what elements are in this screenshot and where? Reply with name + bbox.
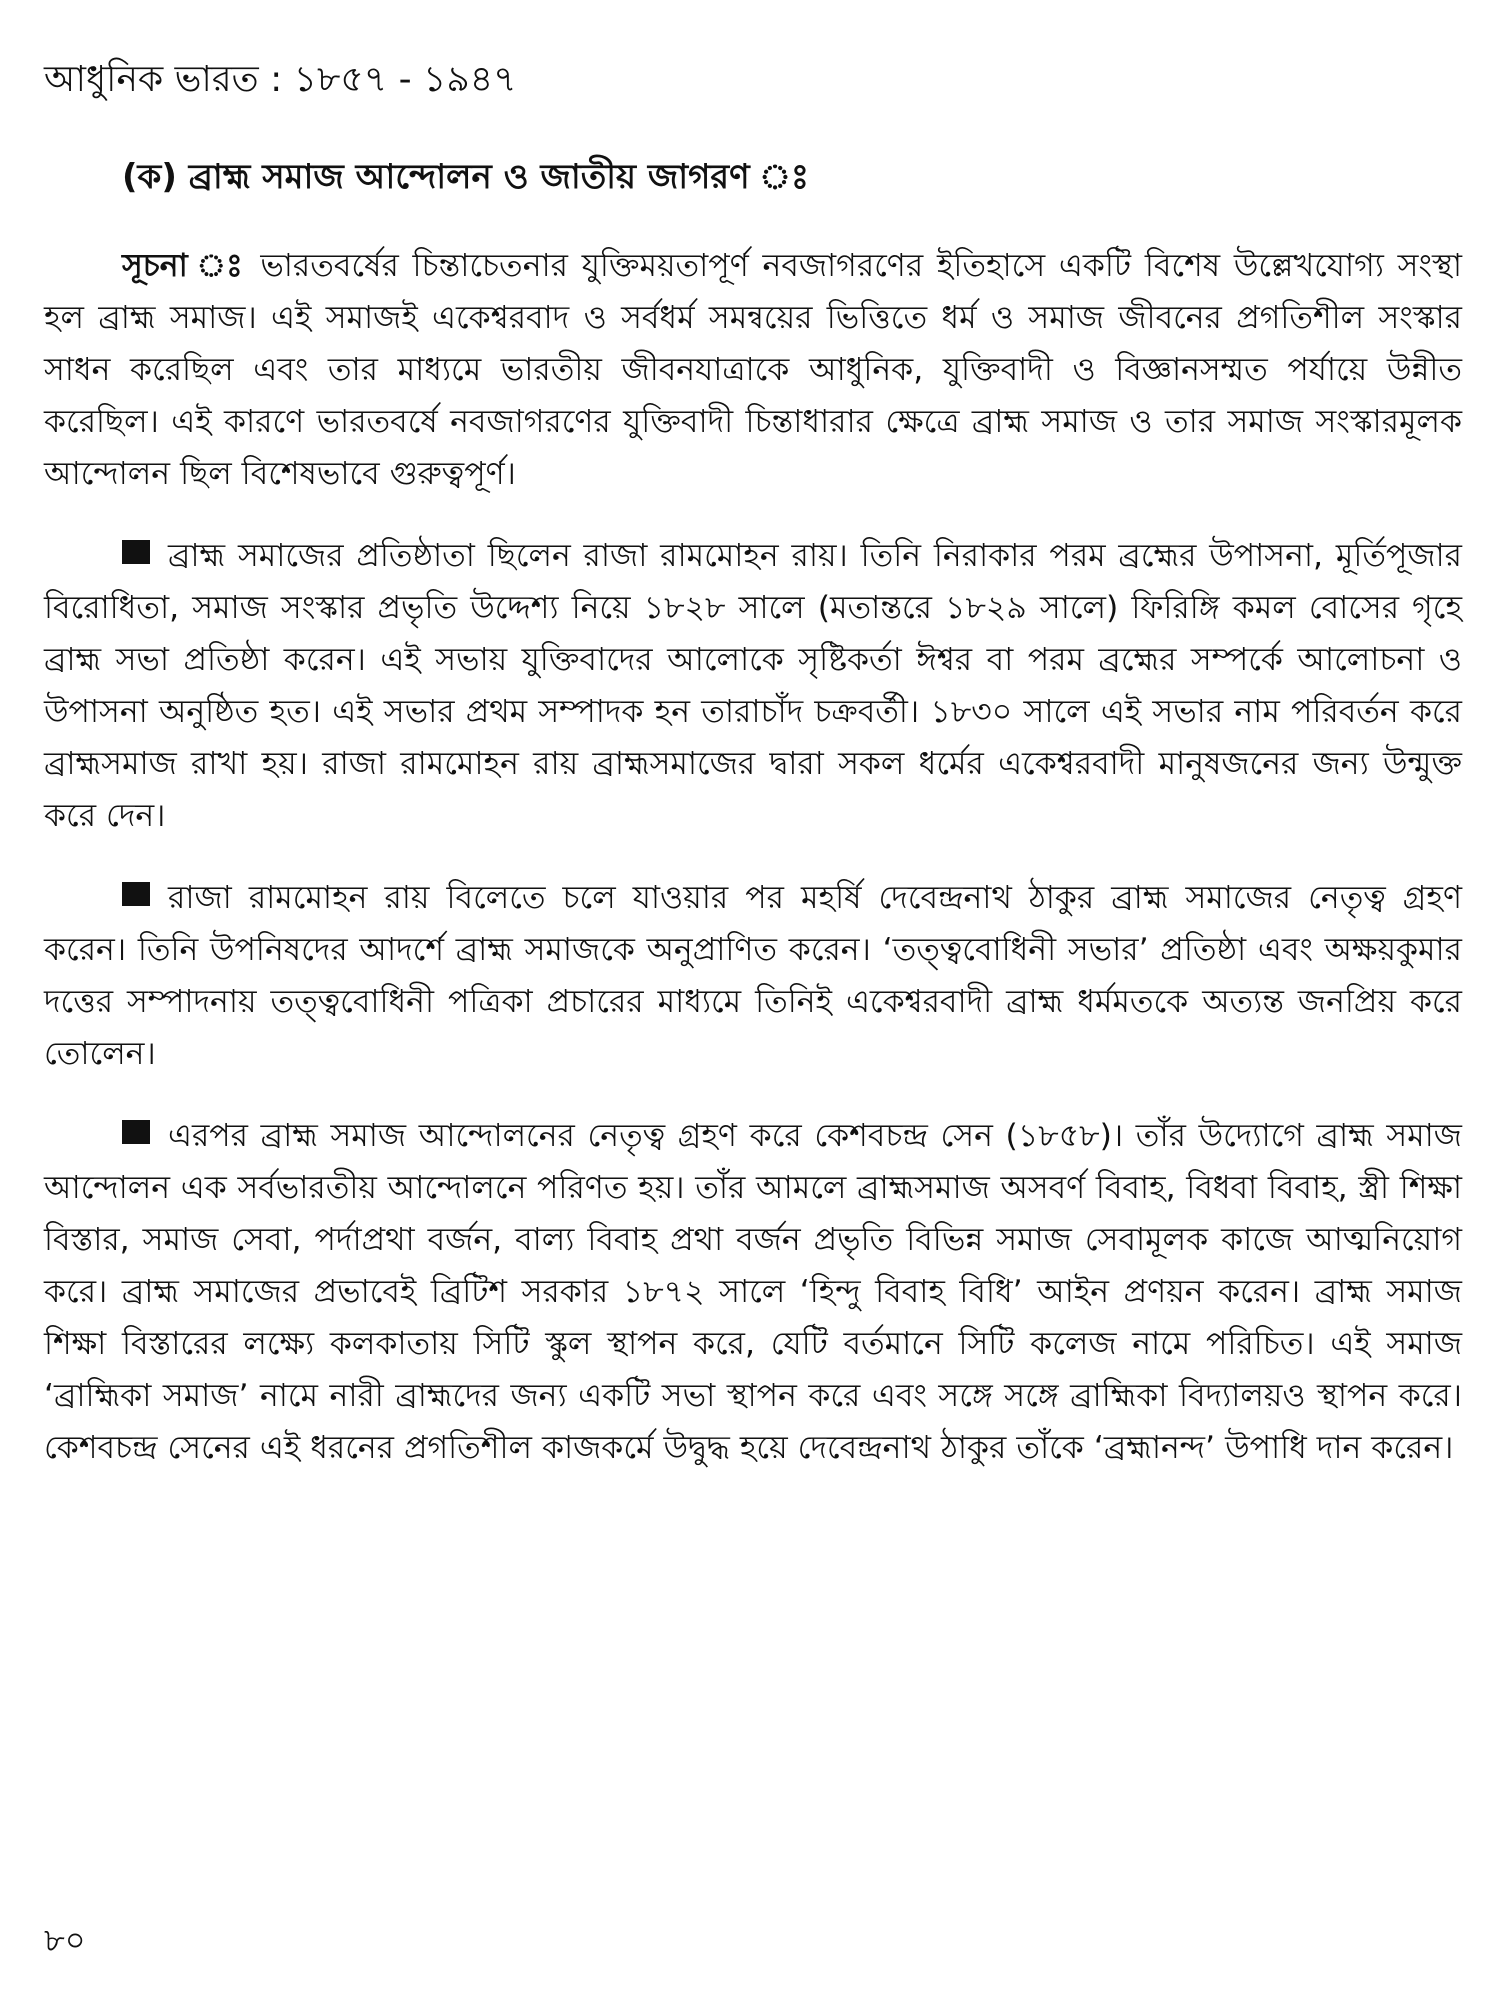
intro-text: ভারতবর্ষের চিন্তাচেতনার যুক্তিময়তাপূর্ণ নবজাগরণের ইতিহাসে একটি বিশেষ উল্লেখযোগ্য সংস্থা হল ব্রাহ্ম সমাজ। এই সমাজই একেশ্বরবাদ ও সর্বধর্ম সমন্বয়ের ভিত্তিতে ধর্ম ও সমাজ জীবনের প্রগতিশীল সংস্কার সাধন করেছিল এবং তার মাধ্যমে ভারতীয় জীবনযাত্রাকে আধুনিক, যুক্তিবাদী ও বিজ্ঞানসম্মত পর্যায়ে উন্নীত করেছিল। এই কারণে ভারতবর্ষে নবজাগরণের যুক্তিবাদী চিন্তাধারার ক্ষেত্রে ব্রাহ্ম সমাজ ও তার সমাজ সংস্কারমূলক আন্দোলন ছিল বিশেষভাবে গুরুত্বপূর্ণ। <box>44 248 1462 492</box>
section-heading: (ক) ব্রাহ্ম সমাজ আন্দোলন ও জাতীয় জাগরণ ঃ <box>122 157 810 197</box>
paragraph-text: ব্রাহ্ম সমাজের প্রতিষ্ঠাতা ছিলেন রাজা রামমোহন রায়। তিনি নিরাকার পরম ব্রহ্মের উপাসনা, মূর্তিপূজার বিরোধিতা, সমাজ সংস্কার প্রভৃতি উদ্দেশ্য নিয়ে ১৮২৮ সালে (মতান্তরে ১৮২৯ সালে) ফিরিঙ্গি কমল বোসের গৃহে ব্রাহ্ম সভা প্রতিষ্ঠা করেন। এই সভায় যুক্তিবাদের আলোকে সৃষ্টিকর্তা ঈশ্বর বা পরম ব্রহ্মের সম্পর্কে আলোচনা ও উপাসনা অনুষ্ঠিত হত। এই সভার প্রথম সম্পাদক হন তারাচাঁদ চক্রবর্তী। ১৮৩০ সালে এই সভার নাম পরিবর্তন করে ব্রাহ্মসমাজ রাখা হয়। রাজা রামমোহন রায় ব্রাহ্মসমাজের দ্বারা সকল ধর্মের একেশ্বরবাদী মানুষজনের জন্য উন্মুক্ত করে দেন। <box>44 538 1462 834</box>
square-bullet-icon <box>122 882 150 906</box>
running-title: আধুনিক ভারত : ১৮৫৭ - ১৯৪৭ <box>44 59 517 100</box>
paragraph-text: এরপর ব্রাহ্ম সমাজ আন্দোলনের নেতৃত্ব গ্রহণ করে কেশবচন্দ্র সেন (১৮৫৮)। তাঁর উদ্যোগে ব্রাহ্ম সমাজ আন্দোলন এক সর্বভারতীয় আন্দোলনে পরিণত হয়। তাঁর আমলে ব্রাহ্মসমাজ অসবর্ণ বিবাহ, বিধবা বিবাহ, স্ত্রী শিক্ষা বিস্তার, সমাজ সেবা, পর্দাপ্রথা বর্জন, বাল্য বিবাহ প্রথা বর্জন প্রভৃতি বিভিন্ন সমাজ সেবামূলক কাজে আত্মনিয়োগ করে। ব্রাহ্ম সমাজের প্রভাবেই ব্রিটিশ সরকার ১৮৭২ সালে ‘হিন্দু বিবাহ বিধি’ আইন প্রণয়ন করেন। ব্রাহ্ম সমাজ শিক্ষা বিস্তারের লক্ষ্যে কলকাতায় সিটি স্কুল স্থাপন করে, যেটি বর্তমানে সিটি কলেজ নামে পরিচিত। এই সমাজ ‘ব্রাহ্মিকা সমাজ’ নামে নারী ব্রাহ্মদের জন্য একটি সভা স্থাপন করে এবং সঙ্গে সঙ্গে ব্রাহ্মিকা বিদ্যালয়ও স্থাপন করে। কেশবচন্দ্র সেনের এই ধরনের প্রগতিশীল কাজকর্মে উদ্বুদ্ধ হয়ে দেবেন্দ্রনাথ ঠাকুর তাঁকে ‘ব্রহ্মানন্দ’ উপাধি দান করেন। <box>44 1118 1462 1466</box>
bullet-paragraph <box>44 1110 1462 1474</box>
bullet-paragraph <box>44 530 1462 842</box>
page-body <box>44 152 1462 1504</box>
intro-paragraph <box>44 240 1462 500</box>
square-bullet-icon <box>122 1120 150 1144</box>
intro-lead: সূচনা ঃ <box>122 248 247 284</box>
paragraph-text: রাজা রামমোহন রায় বিলেতে চলে যাওয়ার পর মহর্ষি দেবেন্দ্রনাথ ঠাকুর ব্রাহ্ম সমাজের নেতৃত্ব গ্রহণ করেন। তিনি উপনিষদের আদর্শে ব্রাহ্ম সমাজকে অনুপ্রাণিত করেন। ‘তত্ত্ববোধিনী সভার’ প্রতিষ্ঠা এবং অক্ষয়কুমার দত্তের সম্পাদনায় তত্ত্ববোধিনী পত্রিকা প্রচারের মাধ্যমে তিনিই একেশ্বরবাদী ব্রাহ্ম ধর্মমতকে অত্যন্ত জনপ্রিয় করে তোলেন। <box>44 880 1462 1072</box>
bullet-paragraph <box>44 872 1462 1080</box>
square-bullet-icon <box>122 540 150 564</box>
page-number: ৮০ <box>44 1921 86 1959</box>
